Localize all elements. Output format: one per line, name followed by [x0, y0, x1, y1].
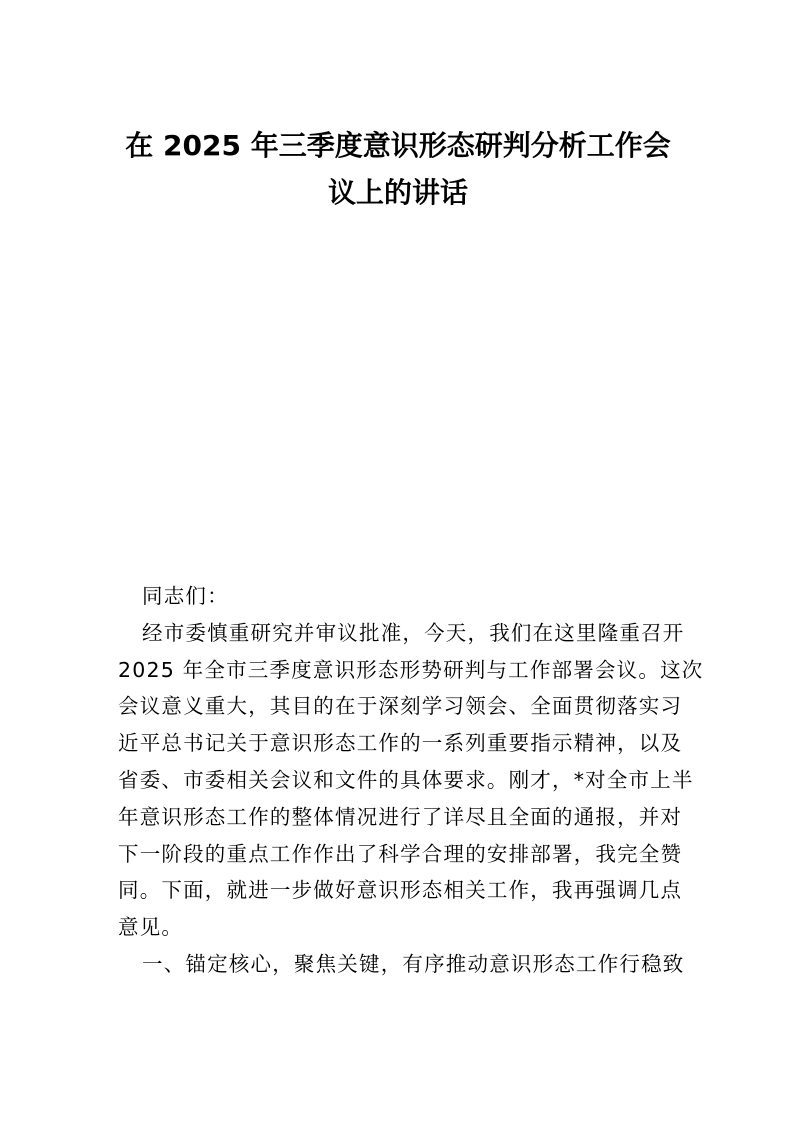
paragraph-1-line-5: 省委、市委相关会议和文件的具体要求。刚才，*对全市上半	[118, 767, 694, 792]
paragraph-1-line-3: 会议意义重大，其目的在于深刻学习领会、全面贯彻落实习	[118, 694, 683, 719]
paragraph-1-line-8: 同。下面，就进一步做好意识形态相关工作，我再强调几点	[118, 878, 683, 903]
section-1-heading: 一、锚定核心，聚焦关键，有序推动意识形态工作行稳致	[142, 951, 685, 976]
paragraph-1-line-2: 2025 年全市三季度意识形态形势研判与工作部署会议。这次	[118, 657, 704, 682]
title-line-1: 在 2025 年三季度意识形态研判分析工作会	[125, 129, 671, 162]
greeting: 同志们：	[142, 584, 229, 608]
title-line-2: 议上的讲话	[327, 176, 468, 209]
paragraph-1-line-6: 年意识形态工作的整体情况进行了详尽且全面的通报，并对	[118, 804, 683, 829]
document-title	[118, 122, 678, 216]
paragraph-1-line-7: 下一阶段的重点工作作出了科学合理的安排部署，我完全赞	[118, 841, 683, 866]
document-body	[118, 578, 704, 983]
paragraph-1-line-1: 经市委慎重研究并审议批准，今天，我们在这里隆重召开	[142, 620, 685, 645]
paragraph-1-line-4: 近平总书记关于意识形态工作的一系列重要指示精神，以及	[118, 731, 683, 756]
paragraph-1-line-9: 意见。	[118, 915, 184, 940]
